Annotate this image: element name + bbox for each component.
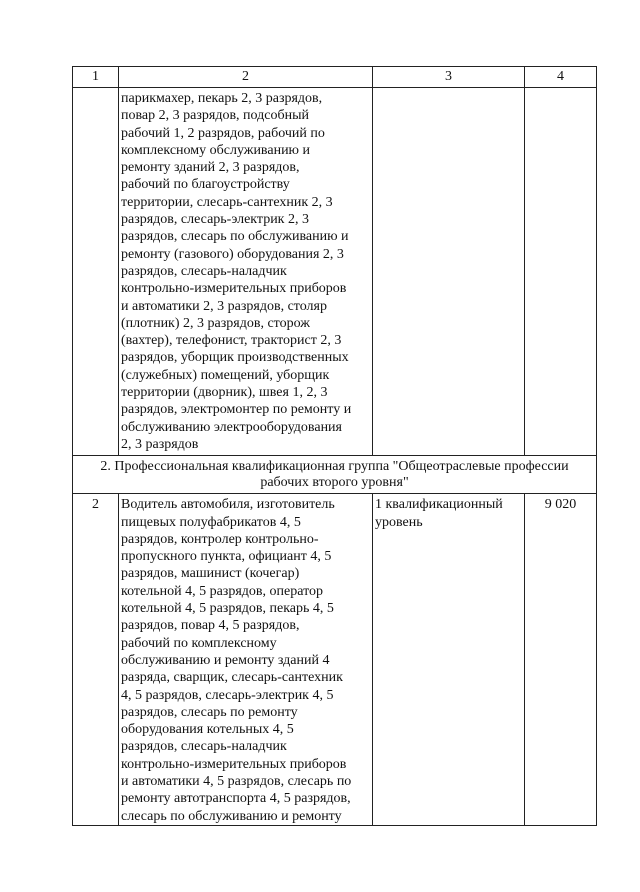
text-line: уровень xyxy=(375,514,423,530)
salary-value: 9 020 xyxy=(525,494,597,826)
text-line: комплексному обслуживанию и xyxy=(121,142,311,158)
text-line: 4, 5 разрядов, слесарь-электрик 4, 5 xyxy=(121,687,334,703)
text-line: разрядов, слесарь-электрик 2, 3 xyxy=(121,212,309,228)
text-line: контрольно-измерительных приборов xyxy=(121,281,347,297)
profession-list xyxy=(119,88,373,456)
salary-table xyxy=(72,66,597,826)
text-line: (плотник) 2, 3 разрядов, сторож xyxy=(121,315,310,331)
text-line: разрядов, уборщик производственных xyxy=(121,350,349,366)
text-line: территории (дворник), швея 1, 2, 3 xyxy=(121,385,328,401)
text-line: контрольно-измерительных приборов xyxy=(121,756,347,772)
qualification-level xyxy=(373,88,525,456)
table-row xyxy=(73,494,597,826)
text-line: разрядов, слесарь по обслуживанию и xyxy=(121,229,349,245)
row-number: 2 xyxy=(73,494,119,826)
text-line: 1 квалификационный xyxy=(375,497,503,513)
text-line: ремонту зданий 2, 3 разрядов, xyxy=(121,160,300,176)
text-line: пищевых полуфабрикатов 4, 5 xyxy=(121,514,301,530)
text-line: разрядов, контролер контрольно- xyxy=(121,531,319,547)
table-row xyxy=(73,88,597,456)
text-line: обслуживанию электрооборудования xyxy=(121,419,342,435)
row-number xyxy=(73,88,119,456)
text-line: Водитель автомобиля, изготовитель xyxy=(121,497,335,513)
text-line: разрядов, повар 4, 5 разрядов, xyxy=(121,618,300,634)
text-line: (служебных) помещений, уборщик xyxy=(121,367,330,383)
text-line: рабочий по комплексному xyxy=(121,635,277,651)
group-title-line: рабочих второго уровня" xyxy=(260,475,409,491)
text-line: котельной 4, 5 разрядов, пекарь 4, 5 xyxy=(121,601,334,617)
header-cell: 1 xyxy=(73,67,119,88)
text-line: и автоматики 2, 3 разрядов, столяр xyxy=(121,298,327,314)
salary-value xyxy=(525,88,597,456)
text-line: разрядов, слесарь по ремонту xyxy=(121,704,298,720)
table-header-row xyxy=(73,67,597,88)
header-cell: 4 xyxy=(525,67,597,88)
text-line: и автоматики 4, 5 разрядов, слесарь по xyxy=(121,773,352,789)
text-line: ремонту (газового) оборудования 2, 3 xyxy=(121,246,344,262)
text-line: разрядов, электромонтер по ремонту и xyxy=(121,402,352,418)
text-line: рабочий по благоустройству xyxy=(121,177,290,193)
group-title xyxy=(73,456,597,494)
text-line: оборудования котельных 4, 5 xyxy=(121,722,294,738)
text-line: разрядов, машинист (кочегар) xyxy=(121,566,300,582)
text-line: котельной 4, 5 разрядов, оператор xyxy=(121,583,324,599)
text-line: слесарь по обслуживанию и ремонту xyxy=(121,808,342,824)
text-line: пропускного пункта, официант 4, 5 xyxy=(121,549,332,565)
text-line: разрядов, слесарь-наладчик xyxy=(121,263,287,279)
text-line: повар 2, 3 разрядов, подсобный xyxy=(121,108,309,124)
text-line: обслуживанию и ремонту зданий 4 xyxy=(121,652,330,668)
qualification-level xyxy=(373,494,525,826)
text-line: рабочий 1, 2 разрядов, рабочий по xyxy=(121,125,325,141)
header-cell: 3 xyxy=(373,67,525,88)
text-line: парикмахер, пекарь 2, 3 разрядов, xyxy=(121,91,323,106)
header-cell: 2 xyxy=(119,67,373,88)
profession-list xyxy=(119,494,373,826)
text-line: (вахтер), телефонист, тракторист 2, 3 xyxy=(121,333,342,349)
text-line: 2, 3 разрядов xyxy=(121,436,199,452)
group-title-line: 2. Профессиональная квалификационная группа "Общеотраслевые профессии xyxy=(100,459,569,475)
text-line: разряда, сварщик, слесарь-сантехник xyxy=(121,670,343,686)
text-line: ремонту автотранспорта 4, 5 разрядов, xyxy=(121,791,351,807)
group-header-row xyxy=(73,456,597,494)
text-line: разрядов, слесарь-наладчик xyxy=(121,739,287,755)
text-line: территории, слесарь-сантехник 2, 3 xyxy=(121,194,333,210)
